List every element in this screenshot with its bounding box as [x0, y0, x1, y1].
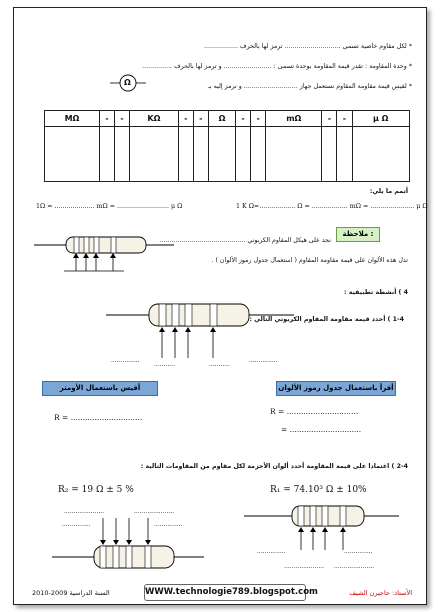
svg-text:...............: ...............	[154, 521, 183, 528]
ohmmeter-box: أقيس باستعمال الأومتر	[42, 381, 158, 396]
table-header-cell: -	[178, 111, 193, 127]
table-header-cell: mΩ	[266, 111, 322, 127]
svg-text:.....................: .....................	[134, 508, 175, 515]
section4-sub1: 1-4 ) أحدد قيمة مقاومة المقاوم الكربوني التالي :	[249, 316, 404, 323]
table-header-cell: -	[236, 111, 251, 127]
result-right-2: = ..............................	[281, 425, 362, 434]
intro-line-3: * لقيس قيمة مقاومة المقاوم نستعمل جهاز ........................... و نرمز إليه بـ	[208, 83, 412, 90]
table-header-cell: KΩ	[130, 111, 179, 127]
table-header-cell: MΩ	[45, 111, 100, 127]
intro-line-1: * لكل مقاوم خاصية تسمى ............................ ترمز لها بالحرف .................	[204, 43, 412, 50]
note-label: ملاحظة :	[336, 227, 380, 242]
table-header-cell: -	[193, 111, 208, 127]
table-header-cell: -	[114, 111, 129, 127]
resistor-r2-value: R₂ = 19 Ω ± 5 %	[58, 485, 134, 495]
complete-title: أتمم ما يلي:	[369, 188, 408, 195]
ohm-symbol-label: Ω	[124, 78, 131, 87]
svg-text:...............: ...............	[344, 548, 373, 555]
table-header-cell: μ Ω	[352, 111, 410, 127]
svg-text:.....................: .....................	[284, 563, 325, 570]
table-header-cell: -	[322, 111, 337, 127]
footer-year: السنة الدراسية 2009-2010	[32, 589, 110, 597]
svg-text:...............: ...............	[257, 548, 286, 555]
footer-teacher: الأستاذ: حاجيرن الشيف	[349, 589, 412, 597]
table-header-cell: Ω	[208, 111, 235, 127]
note-line-2: تدل هذه الألوان على قيمة مقاومة المقاوم ( استعمال جدول رموز الألوان ) .	[211, 257, 408, 264]
svg-text:...........: ...........	[154, 361, 175, 368]
svg-text:.....................: .....................	[64, 508, 105, 515]
resistor-diagram-4	[14, 8, 426, 604]
svg-text:...............: ...............	[249, 357, 278, 364]
intro-line-2: * وحدة المقاومة : تقدر قيمة المقاومة بوحدة تسمى : ........................ و ترمز لها بالحرف ...............	[142, 63, 412, 70]
conversion-line-2: 1 K Ω=.................. Ω = .................. mΩ = ...................... μ Ω	[236, 203, 428, 210]
note-line-1: نجد على هيكل المقاوم الكربوني ...........................................	[159, 237, 331, 244]
result-left: R = ..............................	[54, 413, 143, 422]
svg-text:...............: ...............	[111, 357, 140, 364]
svg-text:...........: ...........	[209, 361, 230, 368]
conversion-line-1: 1Ω = .................... mΩ = .......................... μ Ω	[36, 203, 183, 210]
svg-text:...............: ...............	[62, 521, 91, 528]
footer-url-link[interactable]: WWW.technologie789.blogspot.com	[144, 584, 306, 601]
worksheet-page	[13, 7, 427, 605]
result-right-1: R = ..............................	[270, 407, 359, 416]
svg-text:.....................: .....................	[334, 563, 375, 570]
section42-title: 2-4 ) اعتمادا على قيمة المقاومة أحدد ألوان الأحزمة لكل مقاوم من المقاومات التالية :	[140, 463, 408, 470]
table-header-cell: -	[99, 111, 114, 127]
table-header-cell: -	[251, 111, 266, 127]
section4-title: 4 ) أنشطة تطبيقية :	[344, 289, 408, 296]
color-code-box: أقرأ باستعمال جدول رموز الألوان	[276, 381, 396, 396]
table-header-cell: -	[337, 111, 352, 127]
resistor-r1-value: R₁ = 74.10³ Ω ± 10%	[270, 485, 367, 495]
